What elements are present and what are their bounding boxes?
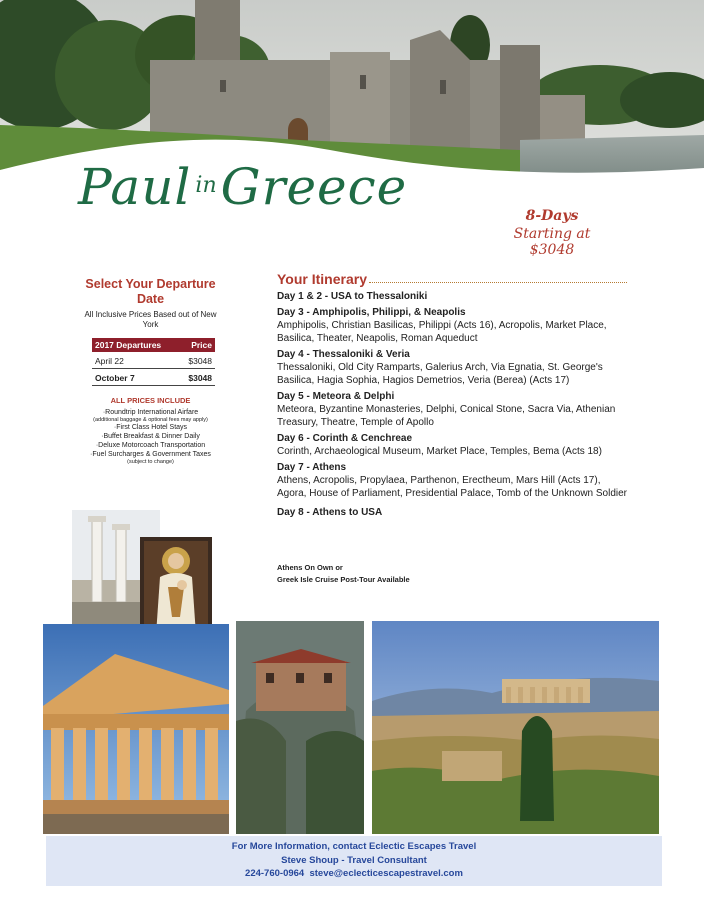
title-word-in: in — [195, 173, 217, 198]
itinerary-day — [277, 432, 627, 458]
day-title: Day 1 & 2 - USA to Thessaloniki — [277, 291, 428, 302]
list-item — [78, 450, 223, 465]
itinerary-day — [277, 461, 627, 500]
list-item — [78, 441, 223, 450]
departure-date: October 7 — [92, 369, 179, 386]
include-text: Buffet Breakfast & Dinner Daily — [103, 433, 200, 440]
departures-table — [92, 338, 215, 386]
day-title: Day 6 - Corinth & Cenchreae — [277, 433, 413, 444]
itinerary-day — [277, 306, 627, 345]
itinerary-day — [277, 390, 627, 429]
day-title: Day 8 - Athens to USA — [277, 507, 383, 518]
dotted-divider — [369, 282, 627, 283]
day-title: Day 3 - Amphipolis, Philippi, & Neapolis — [277, 307, 466, 318]
includes-list — [78, 408, 223, 465]
footer-phone-email: 224-760-0964 steve@eclecticescapestravel.com — [245, 868, 463, 879]
tour-price: Starting at $3048 — [513, 226, 591, 258]
include-text: First Class Hotel Stays — [116, 424, 188, 431]
post-tour-note — [277, 562, 410, 586]
table-row — [92, 352, 215, 369]
list-item — [78, 408, 223, 423]
departures-table-header — [92, 338, 215, 352]
column-header-price: Price — [179, 338, 215, 352]
title-word-paul: Paul — [78, 158, 192, 216]
parthenon-photo — [43, 624, 229, 834]
day-title: Day 5 - Meteora & Delphi — [277, 391, 395, 402]
itinerary-heading: Your Itinerary — [277, 271, 367, 287]
tour-title — [78, 158, 407, 216]
itinerary-day — [277, 348, 627, 387]
list-item — [78, 423, 223, 432]
includes-heading: ALL PRICES INCLUDE — [110, 396, 191, 405]
include-text: Deluxe Motorcoach Transportation — [98, 442, 206, 449]
footer-consultant: Steve Shoup - Travel Consultant — [281, 854, 427, 866]
itinerary — [277, 271, 627, 519]
footer-contact-line: For More Information, contact Eclectic Escapes Travel — [231, 841, 477, 852]
departure-price: $3048 — [179, 369, 215, 386]
itinerary-heading-row — [277, 271, 627, 287]
departure-date: April 22 — [92, 352, 179, 369]
day-description: Meteora, Byzantine Monasteries, Delphi, Conical Stone, Sacra Via, Athenian Treasury, Theatre, Temple of Apollo — [277, 404, 616, 428]
tour-duration: 8-Days — [525, 208, 579, 224]
post-tour-line1: Athens On Own or — [277, 563, 343, 572]
post-tour-line2: Greek Isle Cruise Post-Tour Available — [277, 575, 410, 584]
tour-summary — [492, 208, 612, 258]
departures-heading: Select Your Departure Date — [85, 277, 216, 306]
include-text: Fuel Surcharges & Government Taxes — [92, 451, 211, 458]
include-text: Roundtrip International Airfare — [105, 409, 199, 416]
include-note: (subject to change) — [127, 459, 174, 465]
meteora-monastery-photo — [236, 621, 364, 834]
departures-subheading: All Inclusive Prices Based out of New York — [84, 310, 217, 329]
include-note: (additional baggage & optional fees may apply) — [93, 417, 208, 423]
day-title: Day 4 - Thessaloniki & Veria — [277, 349, 410, 360]
departures-panel — [78, 277, 223, 465]
contact-footer — [46, 836, 662, 886]
day-description: Corinth, Archaeological Museum, Market Place, Temples, Bema (Acts 18) — [277, 446, 602, 457]
day-description: Thessaloniki, Old City Ramparts, Galerius Arch, Via Egnatia, St. George's Basilica, Hagia Sophia, Hagios Demetrios, Veria (Berea) (Acts 17) — [277, 362, 603, 386]
list-item — [78, 432, 223, 441]
title-word-greece: Greece — [220, 158, 408, 216]
table-row — [92, 369, 215, 386]
departure-price: $3048 — [179, 352, 215, 369]
day-description: Amphipolis, Christian Basilicas, Philippi (Acts 16), Acropolis, Market Place, Basilica, Theater, Neapolis, Roman Aqueduct — [277, 320, 607, 344]
column-header-departures: 2017 Departures — [92, 338, 179, 352]
acropolis-photo — [372, 621, 659, 834]
itinerary-day — [277, 506, 627, 519]
day-title: Day 7 - Athens — [277, 462, 347, 473]
day-description: Athens, Acropolis, Propylaea, Parthenon, Erectheum, Mars Hill (Acts 17), Agora, House of Parliament, Presidential Palace, Tomb of the Unknown Soldier — [277, 475, 628, 499]
itinerary-day — [277, 290, 627, 303]
